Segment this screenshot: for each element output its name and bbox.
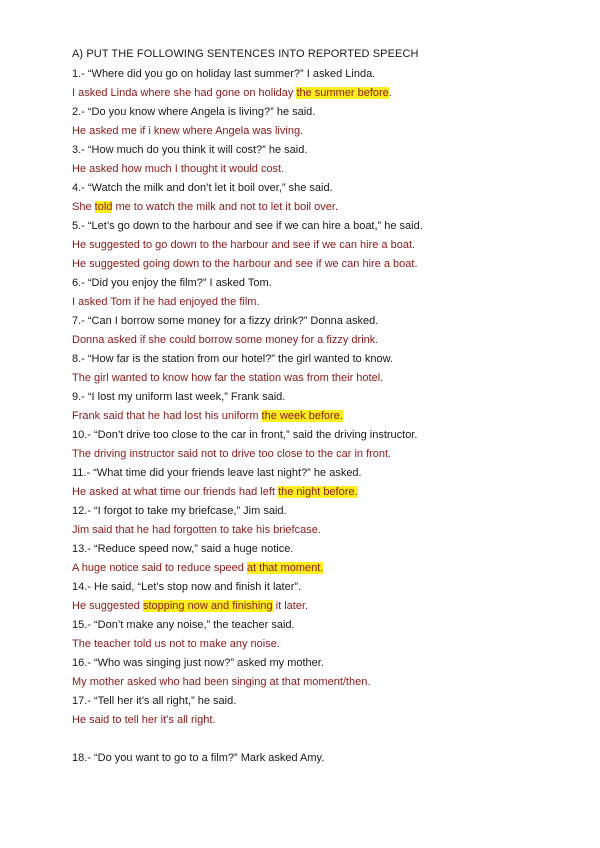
exercise-lines: [72, 65, 542, 768]
answer-line: [72, 293, 542, 312]
question-line: [72, 179, 542, 198]
line-text: He said to tell her it’s all right.: [72, 714, 216, 726]
question-line: [72, 540, 542, 559]
line-text: My mother asked who had been singing at that moment/then.: [72, 676, 371, 688]
line-text: 11.- “What time did your friends leave last night?” he asked.: [72, 467, 362, 479]
question-line: [72, 141, 542, 160]
highlighted-text: told: [94, 201, 113, 213]
line-text: me to watch the milk and not to let it boil over.: [112, 201, 339, 213]
line-text: 10.- “Don’t drive too close to the car in front,” said the driving instructor.: [72, 429, 418, 441]
question-line: [72, 749, 542, 768]
line-text: 8.- “How far is the station from our hotel?” the girl wanted to know.: [72, 353, 393, 365]
question-line: [72, 312, 542, 331]
line-text: Donna asked if she could borrow some money for a fizzy drink.: [72, 334, 379, 346]
question-line: [72, 274, 542, 293]
question-line: [72, 502, 542, 521]
line-text: The teacher told us not to make any noise.: [72, 638, 280, 650]
line-text: He asked me if i knew where Angela was living.: [72, 125, 304, 137]
line-text: 5.- “Let’s go down to the harbour and see if we can hire a boat,” he said.: [72, 220, 423, 232]
line-text: He suggested to go down to the harbour and see if we can hire a boat.: [72, 239, 416, 251]
answer-line: [72, 122, 542, 141]
question-line: [72, 426, 542, 445]
line-text: 2.- “Do you know where Angela is living?” he said.: [72, 106, 316, 118]
line-text: He asked at what time our friends had left: [72, 486, 279, 498]
answer-line: [72, 160, 542, 179]
line-text: 14.- He said, “Let’s stop now and finish it later”.: [72, 581, 302, 593]
line-text: it later.: [272, 600, 309, 612]
line-text: 13.- “Reduce speed now,” said a huge notice.: [72, 543, 294, 555]
answer-line: [72, 198, 542, 217]
answer-line: [72, 559, 542, 578]
highlighted-text: at that moment.: [246, 562, 324, 574]
answer-line: [72, 597, 542, 616]
answer-line: [72, 483, 542, 502]
answer-line: [72, 236, 542, 255]
line-text: 7.- “Can I borrow some money for a fizzy drink?” Donna asked.: [72, 315, 379, 327]
line-text: The driving instructor said not to drive too close to the car in front.: [72, 448, 392, 460]
line-text: The girl wanted to know how far the station was from their hotel.: [72, 372, 384, 384]
highlighted-text: stopping now and finishing: [142, 600, 273, 612]
line-text: I asked Linda where she had gone on holiday: [72, 87, 297, 99]
blank-line: [72, 730, 542, 749]
line-text: 15.- “Don’t make any noise,” the teacher said.: [72, 619, 295, 631]
answer-line: [72, 84, 542, 103]
answer-line: [72, 369, 542, 388]
line-text: She: [72, 201, 95, 213]
highlighted-text: the summer before: [296, 87, 389, 99]
line-text: Jim said that he had forgotten to take his briefcase.: [72, 524, 321, 536]
line-text: Frank said that he had lost his uniform: [72, 410, 262, 422]
line-text: He suggested: [72, 600, 143, 612]
question-line: [72, 464, 542, 483]
question-line: [72, 578, 542, 597]
question-line: [72, 217, 542, 236]
question-line: [72, 616, 542, 635]
line-text: I asked Tom if he had enjoyed the film.: [72, 296, 260, 308]
line-text: He suggested going down to the harbour and see if we can hire a boat.: [72, 258, 418, 270]
line-text: 16.- “Who was singing just now?” asked my mother.: [72, 657, 324, 669]
line-text: 12.- “I forgot to take my briefcase,” Jim said.: [72, 505, 287, 517]
line-text: 17.- “Tell her it’s all right,” he said.: [72, 695, 237, 707]
line-text: .: [388, 87, 392, 99]
line-text: 4.- “Watch the milk and don’t let it boil over,” she said.: [72, 182, 333, 194]
question-line: [72, 350, 542, 369]
highlighted-text: the night before.: [278, 486, 358, 498]
question-line: [72, 692, 542, 711]
answer-line: [72, 635, 542, 654]
question-line: [72, 654, 542, 673]
line-text: 6.- “Did you enjoy the film?” I asked Tom.: [72, 277, 272, 289]
question-line: [72, 103, 542, 122]
line-text: 1.- “Where did you go on holiday last summer?” I asked Linda.: [72, 68, 376, 80]
answer-line: [72, 521, 542, 540]
line-text: 3.- “How much do you think it will cost?” he said.: [72, 144, 308, 156]
highlighted-text: the week before.: [261, 410, 343, 422]
question-line: [72, 388, 542, 407]
answer-line: [72, 711, 542, 730]
answer-line: [72, 255, 542, 274]
answer-line: [72, 445, 542, 464]
line-text: 9.- “I lost my uniform last week,” Frank said.: [72, 391, 286, 403]
line-text: He asked how much I thought it would cost.: [72, 163, 285, 175]
answer-line: [72, 673, 542, 692]
line-text: A huge notice said to reduce speed: [72, 562, 247, 574]
answer-line: [72, 331, 542, 350]
exercise-heading: A) PUT THE FOLLOWING SENTENCES INTO REPORTED SPEECH: [72, 48, 419, 60]
question-line: [72, 65, 542, 84]
answer-line: [72, 407, 542, 426]
line-text: 18.- “Do you want to go to a film?” Mark asked Amy.: [72, 752, 325, 764]
